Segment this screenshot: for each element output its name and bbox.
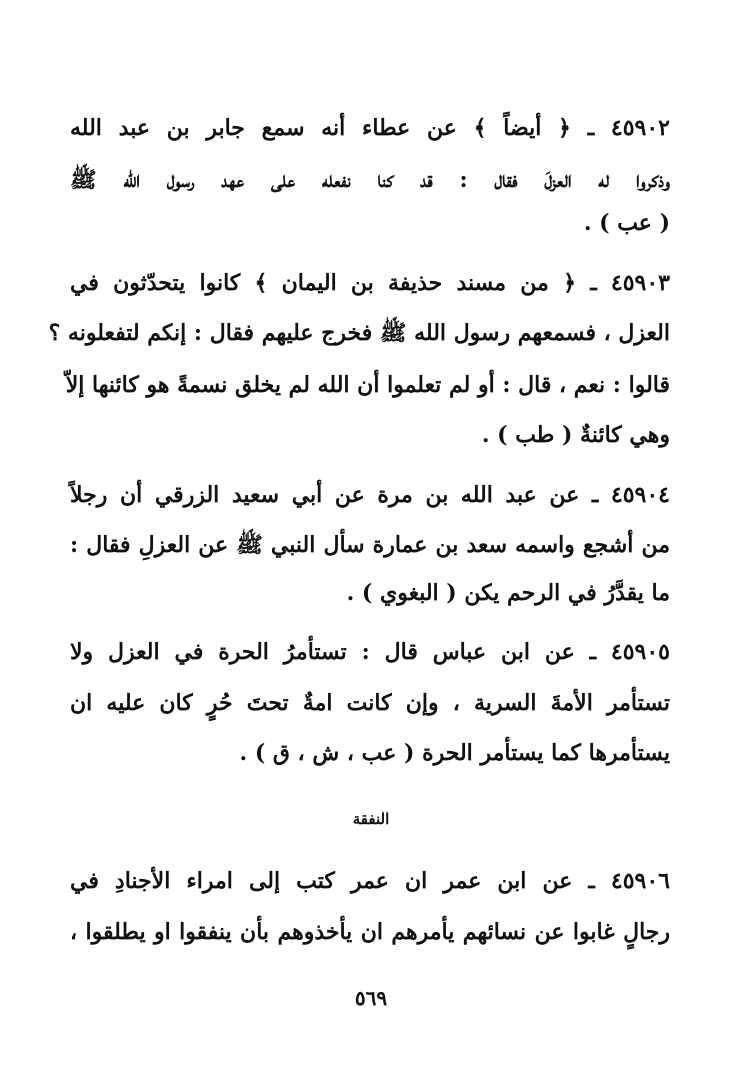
section-title: النفقة (352, 810, 390, 828)
entry-45904-line-2: من أشجع واسمه سعد بن عمارة سأل النبي ﷺ عن العزلِ فقال : (70, 532, 670, 558)
entry-45904-line-3: ما يقدَّرُ في الرحم يكن ( البغوي ) . (346, 580, 670, 606)
entry-45906-line-2: رجالٍ غابوا عن نسائهم يأمرهم ان يأخذوهم بأن ينفقوا او يطلقوا ، (70, 919, 670, 945)
entry-45903-line-4: وهي كائنةٌ ( طب ) . (481, 422, 670, 448)
entry-45906-line-1: ٤٥٩٠٦ ـ عن ابن عمر ان عمر كتب إلى امراء الأجنادِ في (70, 868, 670, 894)
entry-45905-line-2: تستأمر الأمةَ السرية ، وإن كانت امةٌ تحتَ حُرٍ كان عليه ان (70, 690, 670, 716)
entry-45902-line-1: ٤٥٩٠٢ ـ ﴿ أيضاً ﴾ عن عطاء أنه سمع جابر بن عبد الله (70, 115, 670, 141)
entry-45902-line-3: ( عب ) . (583, 210, 670, 236)
entry-45903-line-1: ٤٥٩٠٣ ـ ﴿ من مسند حذيفة بن اليمان ﴾ كانوا يتحدّثون في (70, 270, 670, 296)
entry-45903-line-3: قالوا : نعم ، قال : أو لم تعلموا أن الله لم يخلق نسمةً هو كائنها إلاّ (65, 372, 670, 398)
entry-45905-line-1: ٤٥٩٠٥ ـ عن ابن عباس قال : تستأمرُ الحرة في العزل ولا (70, 639, 670, 665)
entry-45902-line-2: وذكروا له العزلَ فقال : قد كنا نفعله على عهد رسول الله ﷺ (70, 167, 670, 193)
entry-45903-line-2: العزل ، فسمعهم رسول الله ﷺ فخرج عليهم فقال : إنكم لتفعلونه ؟ (48, 320, 670, 346)
entry-45904-line-1: ٤٥٩٠٤ ـ عن عبد الله بن مرة عن أبي سعيد الزرقي أن رجلاً (70, 482, 670, 508)
entry-45905-line-3: يستأمرها كما يستأمر الحرة ( عب ، ش ، ق ) . (239, 740, 670, 766)
page-number: ٥٦٩ (354, 986, 388, 1010)
